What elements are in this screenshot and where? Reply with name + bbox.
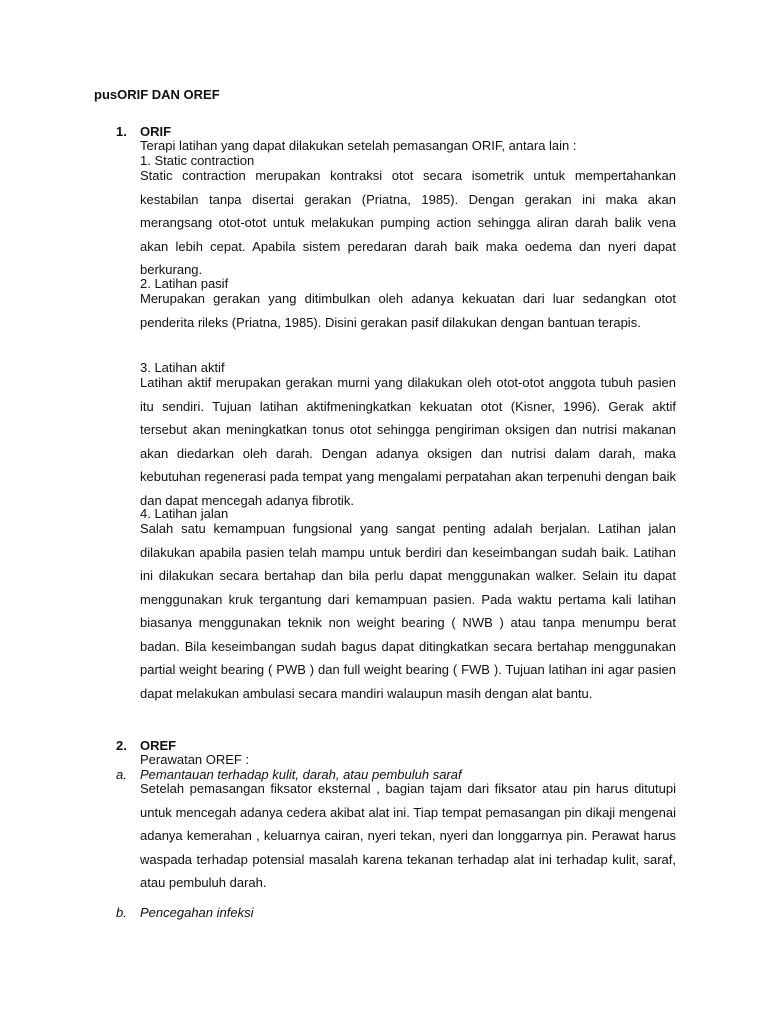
subitem-title: Pemantauan terhadap kulit, darah, atau pembuluh saraf: [140, 767, 462, 782]
section-title: OREF: [140, 738, 177, 753]
item-label-static-contraction: 1. Static contraction: [140, 153, 255, 168]
item-label-latihan-pasif: 2. Latihan pasif: [140, 276, 229, 291]
item-text-latihan-jalan: Salah satu kemampuan fungsional yang sangat penting adalah berjalan. Latihan jalan dilakukan apabila pasien telah mampu untuk berdiri dan keseimbangan sudah baik. Latihan ini dilakukan secara bertahap dan bila perlu dapat menggunakan walker. Selain itu dapat menggunakan kruk tergantung dari kemampuan pasien. Pada waktu pertama kali latihan biasanya menggunakan teknik non weight bearing ( NWB ) atau tanpa menumpu berat badan. Bila keseimbangan sudah bagus dapat ditingkatkan secara bertahap menggunakan partial weight bearing ( PWB ) dan full weight bearing ( FWB ). Tujuan latihan ini agar pasien dapat melakukan ambulasi secara mandiri walaupun masih dengan alat bantu.: [140, 521, 676, 701]
item-label-latihan-aktif: 3. Latihan aktif: [140, 360, 225, 375]
section-intro: Perawatan OREF :: [140, 752, 250, 767]
subitem-letter: a.: [116, 767, 127, 782]
subitem-b: [116, 906, 253, 920]
section-intro: Terapi latihan yang dapat dilakukan setelah pemasangan ORIF, antara lain :: [140, 138, 577, 153]
subitem-title: Pencegahan infeksi: [140, 905, 254, 920]
item-text-latihan-aktif: Latihan aktif merupakan gerakan murni yang dilakukan oleh otot-otot anggota tubuh pasien itu sendiri. Tujuan latihan aktifmeningkatkan kekuatan otot (Kisner, 1996). Gerak aktif tersebut akan meningkatkan tonus otot sehingga pengiriman oksigen dan nutrisi makanan akan diedarkan oleh darah. Dengan adanya oksigen dan nutrisi dalam darah, maka kebutuhan regenerasi pada tempat yang mengalami perpatahan akan terpenuhi dengan baik dan dapat mencegah adanya fibrotik.: [140, 375, 676, 508]
subitem-letter: b.: [116, 905, 127, 920]
item-label-latihan-jalan: 4. Latihan jalan: [140, 506, 229, 521]
section-title: ORIF: [140, 124, 172, 139]
section-number: 2.: [116, 738, 127, 753]
document-title: pusORIF DAN OREF: [94, 87, 220, 102]
section-number: 1.: [116, 124, 127, 139]
item-text-latihan-pasif: Merupakan gerakan yang ditimbulkan oleh adanya kekuatan dari luar sedangkan otot penderita rileks (Priatna, 1985). Disini gerakan pasif dilakukan dengan bantuan terapis.: [140, 291, 676, 330]
item-text-static-contraction: Static contraction merupakan kontraksi otot secara isometrik untuk mempertahankan kestabilan tanpa disertai gerakan (Priatna, 1985). Dengan gerakan ini maka akan merangsang otot-otot untuk melakukan pumping action sehingga aliran darah balik vena akan lebih cepat. Apabila sistem peredaran darah baik maka oedema dan nyeri dapat berkurang.: [140, 168, 676, 277]
subitem-text-pemantauan: Setelah pemasangan fiksator eksternal , bagian tajam dari fiksator atau pin harus ditutupi untuk mencegah adanya cedera akibat alat ini. Tiap tempat pemasangan pin dikaji mengenai adanya kemerahan , keluarnya cairan, nyeri tekan, nyeri dan longgarnya pin. Perawat harus waspada terhadap potensial masalah karena tekanan terhadap alat ini terhadap kulit, saraf, atau pembuluh darah.: [140, 781, 676, 890]
